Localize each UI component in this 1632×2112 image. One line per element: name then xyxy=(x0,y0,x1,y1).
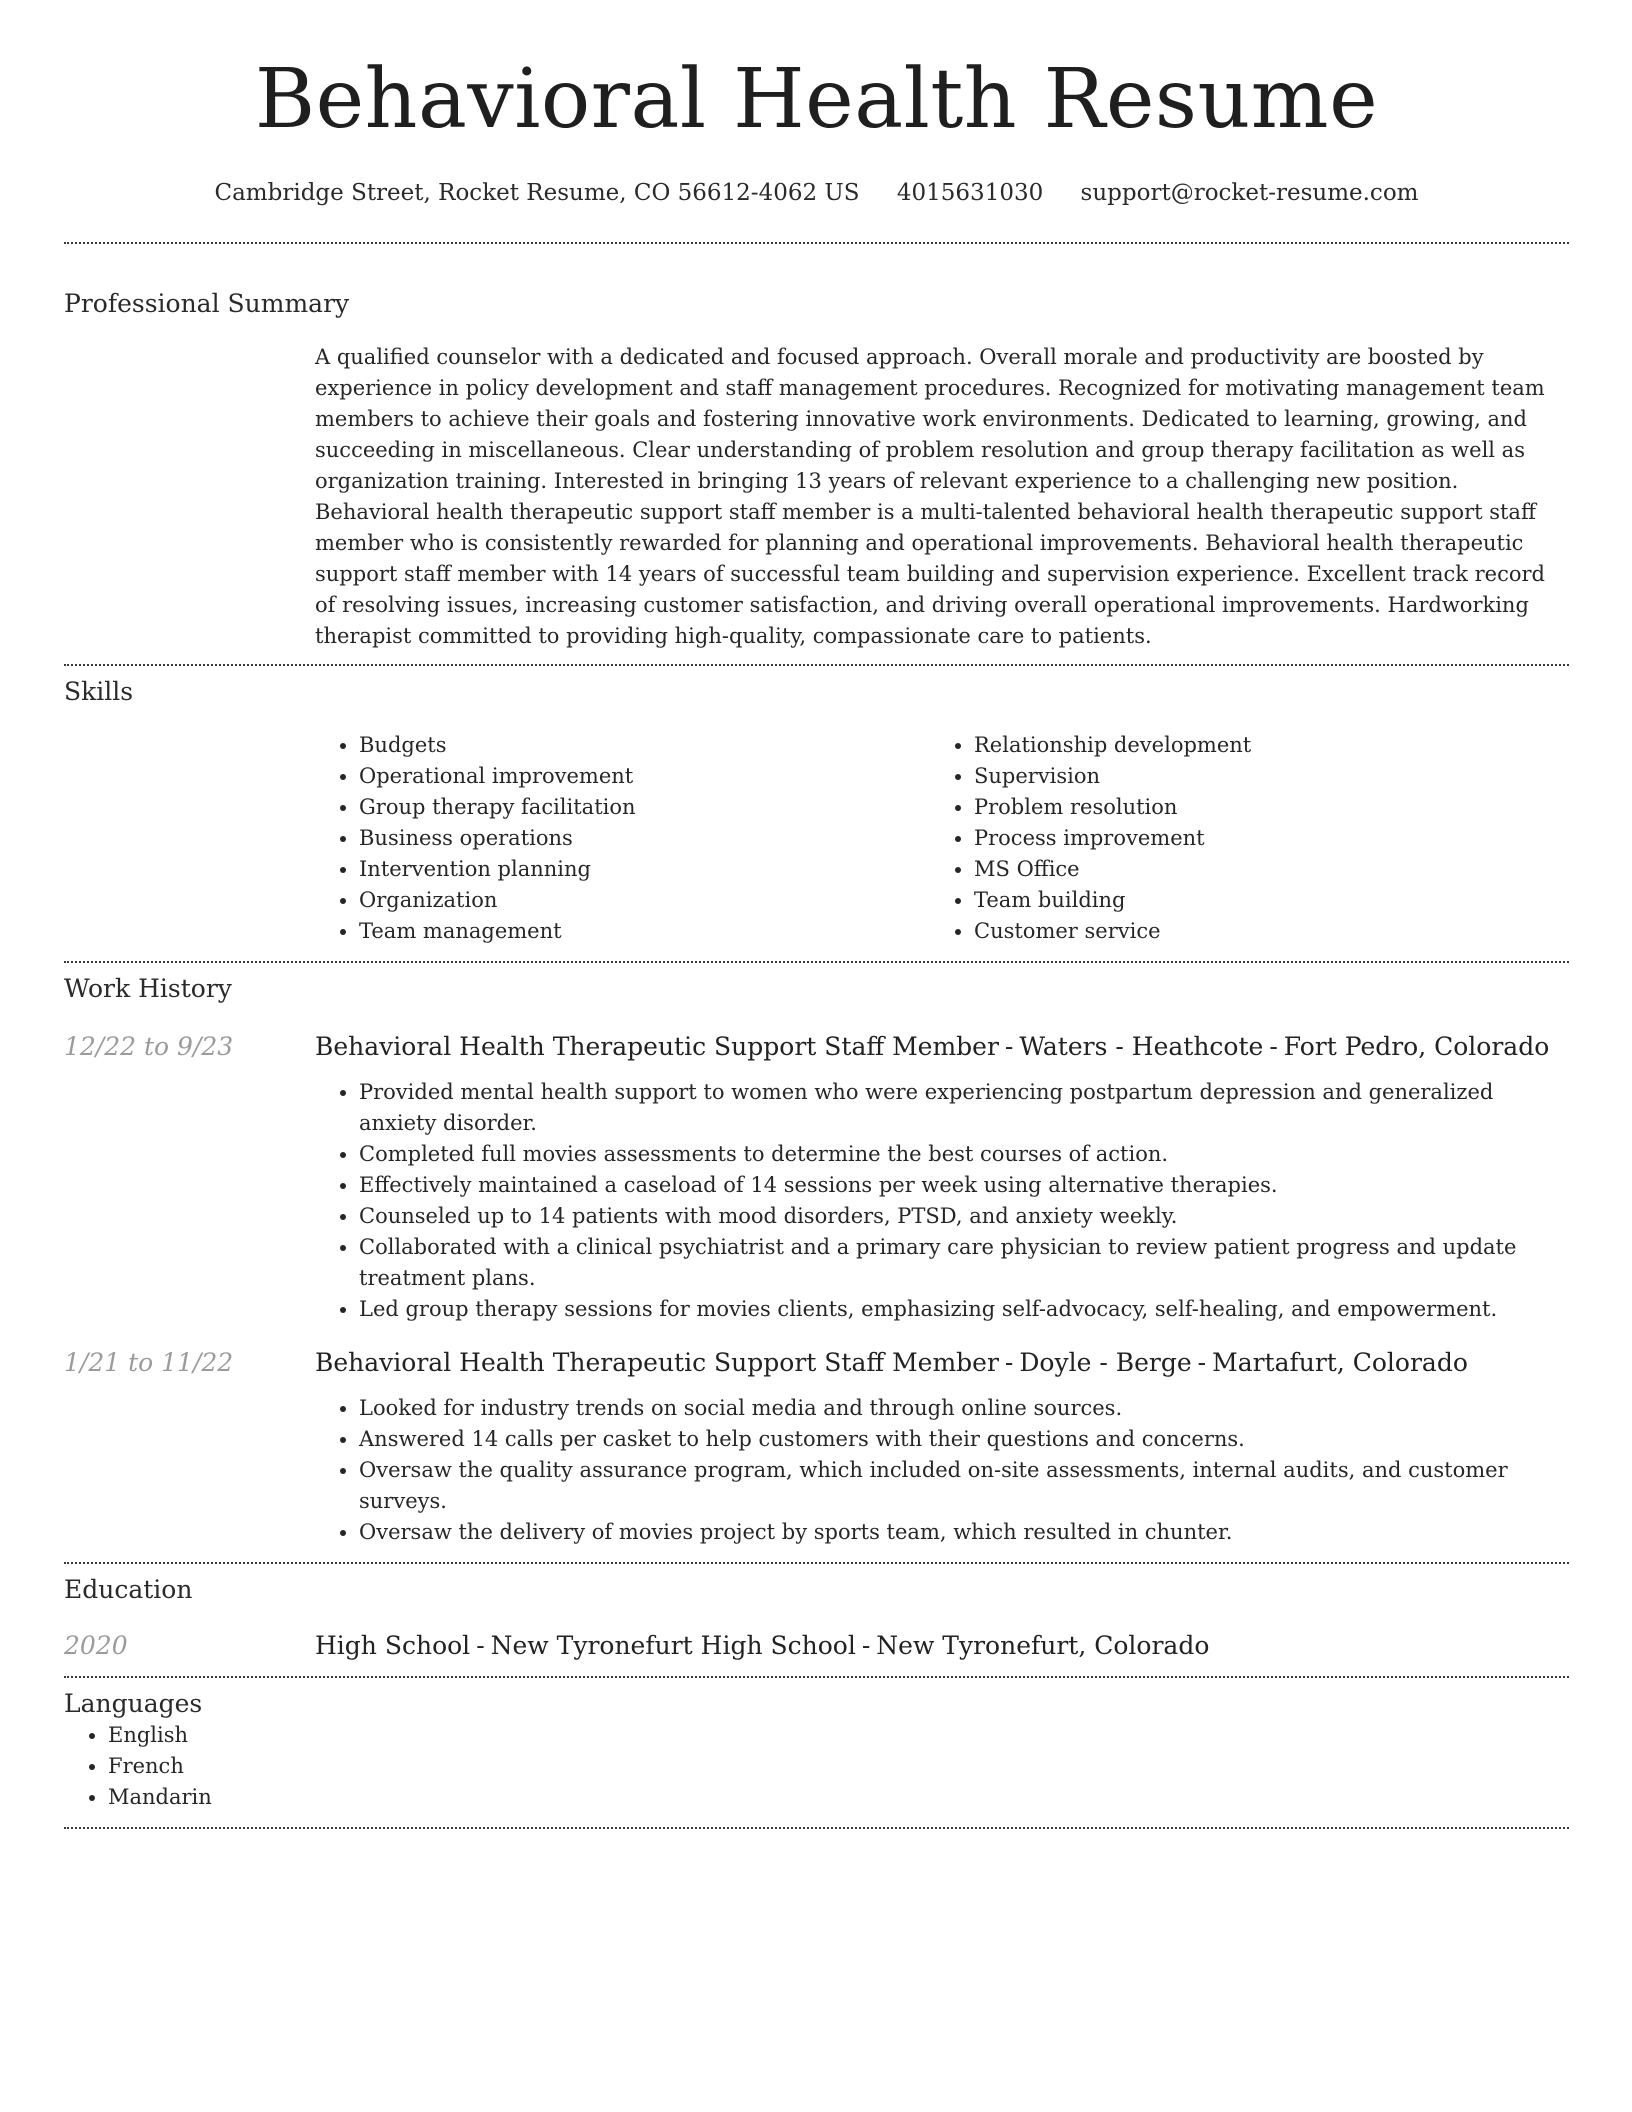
job-bullet: • Provided mental health support to women who were experiencing postpartum depression and generalized anxiety disorder. xyxy=(359,1077,1569,1139)
education-body xyxy=(315,1630,1569,1662)
resume-page xyxy=(64,0,1569,1829)
job-bullet: • Oversaw the delivery of movies project by sports team, which resulted in chunter. xyxy=(359,1517,1569,1548)
job-bullet: • Oversaw the quality assurance program, which included on-site assessments, internal audits, and customer surveys. xyxy=(359,1455,1569,1517)
work-history-title: Work History xyxy=(64,974,232,1003)
job-bullets xyxy=(315,1077,1569,1325)
skill-item: • Intervention planning xyxy=(359,854,930,885)
job-bullet: • Completed full movies assessments to determine the best courses of action. xyxy=(359,1139,1569,1170)
skill-item: • Budgets xyxy=(359,730,930,761)
job-position: Behavioral Health Therapeutic Support Staff Member xyxy=(315,1032,999,1061)
skills-list-left xyxy=(315,730,930,947)
job-heading: Behavioral Health Therapeutic Support Staff Member - Doyle - Berge - Martafurt, Colorado xyxy=(315,1348,1468,1377)
education-entry xyxy=(64,1630,1569,1662)
job-bullet: • Counseled up to 14 patients with mood disorders, PTSD, and anxiety weekly. xyxy=(359,1201,1569,1232)
languages-section xyxy=(64,1678,1569,1827)
job-bullet: • Led group therapy sessions for movies clients, emphasizing self-advocacy, self-healing, and empowerment. xyxy=(359,1294,1569,1325)
resume-name: Behavioral Health Resume xyxy=(254,52,1379,147)
skills-grid xyxy=(315,730,1569,947)
skill-item: • Group therapy facilitation xyxy=(359,792,930,823)
contact-line xyxy=(64,178,1569,208)
education-school: New Tyronefurt High School xyxy=(490,1631,856,1660)
summary-text: A qualified counselor with a dedicated and focused approach. Overall morale and productivity are boosted by experience in policy development and staff management procedures. Recognized for motivating management team members to achieve their goals and fostering innovative work environments. Dedicated to learning, growing, and succeeding in miscellaneous. Clear understanding of problem resolution and group therapy facilitation as well as organization training. Interested in bringing 13 years of relevant experience to a challenging new position. Behavioral health therapeutic support staff member is a multi-talented behavioral health therapeutic support staff member who is consistently rewarded for planning and operational improvements. Behavioral health therapeutic support staff member with 14 years of successful team building and supervision experience. Excellent track record of resolving issues, increasing customer satisfaction, and driving overall operational improvements. Hardworking therapist committed to providing high-quality, compassionate care to patients. xyxy=(315,345,1545,648)
education-title: Education xyxy=(64,1575,193,1604)
language-item: • French xyxy=(108,1751,1569,1782)
education-year: 2020 xyxy=(64,1631,128,1660)
skill-item: • Problem resolution xyxy=(974,792,1545,823)
languages-title: Languages xyxy=(64,1689,203,1718)
skill-item: • Organization xyxy=(359,885,930,916)
summary-section xyxy=(64,244,1569,664)
job-entry xyxy=(64,1031,1569,1325)
language-item: • English xyxy=(108,1720,1569,1751)
language-item: • Mandarin xyxy=(108,1782,1569,1813)
skill-item: • Business operations xyxy=(359,823,930,854)
languages-list xyxy=(64,1720,1569,1813)
job-body xyxy=(315,1347,1569,1548)
skill-item: • Relationship development xyxy=(974,730,1545,761)
job-company: Doyle - Berge xyxy=(1019,1348,1192,1377)
job-bullet: • Looked for industry trends on social media and through online sources. xyxy=(359,1393,1569,1424)
divider xyxy=(64,1827,1569,1829)
job-heading: Behavioral Health Therapeutic Support Staff Member - Waters - Heathcote - Fort Pedro, Colorado xyxy=(315,1032,1550,1061)
skill-item: • Process improvement xyxy=(974,823,1545,854)
job-entry xyxy=(64,1347,1569,1548)
contact-phone: 4015631030 xyxy=(896,180,1044,206)
education-degree: High School xyxy=(315,1631,471,1660)
job-bullet: • Collaborated with a clinical psychiatrist and a primary care physician to review patient progress and update treatment plans. xyxy=(359,1232,1569,1294)
skills-section xyxy=(64,666,1569,961)
job-company: Waters - Heathcote xyxy=(1019,1032,1264,1061)
work-history-section xyxy=(64,963,1569,1562)
job-location: Martafurt, Colorado xyxy=(1212,1348,1468,1377)
job-bullet: • Effectively maintained a caseload of 14 sessions per week using alternative therapies. xyxy=(359,1170,1569,1201)
job-dates: 12/22 to 9/23 xyxy=(64,1032,234,1061)
job-bullet: • Answered 14 calls per casket to help customers with their questions and concerns. xyxy=(359,1424,1569,1455)
education-location: New Tyronefurt, Colorado xyxy=(876,1631,1210,1660)
skill-item: • MS Office xyxy=(974,854,1545,885)
job-body xyxy=(315,1031,1569,1325)
job-position: Behavioral Health Therapeutic Support Staff Member xyxy=(315,1348,999,1377)
skill-item: • Supervision xyxy=(974,761,1545,792)
job-dates: 1/21 to 11/22 xyxy=(64,1348,234,1377)
education-section xyxy=(64,1564,1569,1676)
skills-title: Skills xyxy=(64,677,134,706)
skill-item: • Team building xyxy=(974,885,1545,916)
education-heading: High School - New Tyronefurt High School - New Tyronefurt, Colorado xyxy=(315,1631,1210,1660)
summary-title: Professional Summary xyxy=(64,289,350,318)
job-location: Fort Pedro, Colorado xyxy=(1283,1032,1550,1061)
skill-item: • Team management xyxy=(359,916,930,947)
skills-list-right xyxy=(930,730,1545,947)
job-bullets xyxy=(315,1393,1569,1548)
skill-item: • Operational improvement xyxy=(359,761,930,792)
contact-address: Cambridge Street, Rocket Resume, CO 56612-4062 US xyxy=(214,180,860,206)
contact-email: support@rocket-resume.com xyxy=(1080,180,1419,206)
skill-item: • Customer service xyxy=(974,916,1545,947)
